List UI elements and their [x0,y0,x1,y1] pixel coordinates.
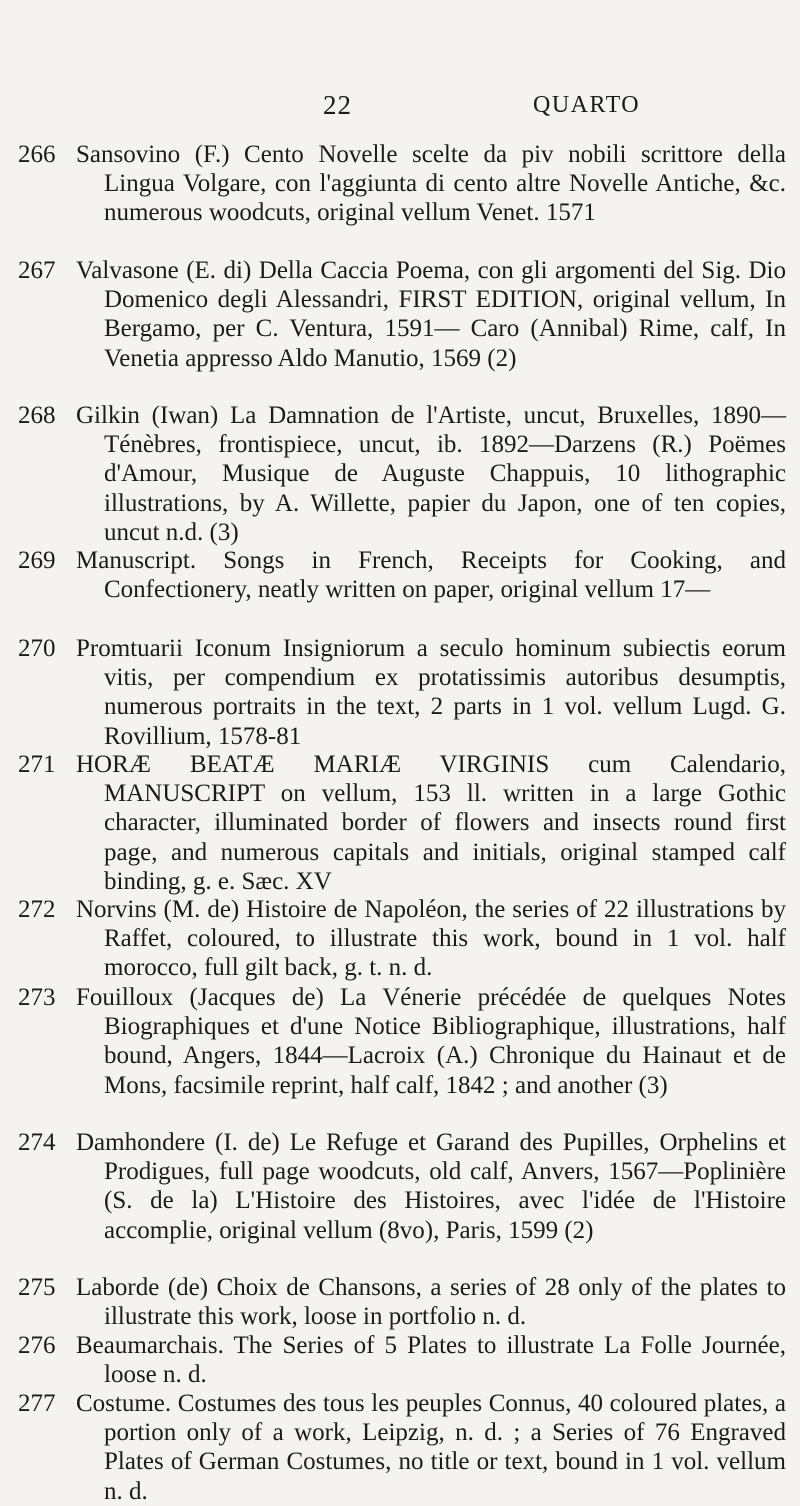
lot-number: 271 [18,751,56,778]
catalogue-entry [0,401,800,546]
entry-text: Gilkin (Iwan) La Damnation de l'Artiste, uncut, Bruxelles, 1890—Ténèbres, frontispiece, uncut, ib. 1892—Darzens (R.) Poëmes d'Amour, Musique de Auguste Chappuis, 10 lithographic illustrations, by A. Willette, papier du Japon, one of ten copies, uncut n.d. (3) [76,402,786,546]
lot-number: 269 [18,547,56,574]
entry-text: Valvasone (E. di) Della Caccia Poema, con gli argomenti del Sig. Dio Domenico degli Alessandri, FIRST EDITION, original vellum, In Bergamo, per C. Ventura, 1591— Caro (Annibal) Rime, calf, In Venetia appresso Aldo Manutio, 1569 (2) [76,257,786,372]
catalogue-entry [0,750,800,895]
entry-text: Promtuarii Iconum Insigniorum a seculo hominum subiectis eorum vitis, per compendium ex protatissimis autoribus desumptis, numerous portraits in the text, 2 parts in 1 vol. vellum Lugd. G. Rovillium, 1578-81 [76,635,786,750]
page-header [0,90,800,130]
catalogue-entry [0,895,800,983]
lot-number: 270 [18,635,56,662]
lot-number: 267 [18,257,56,284]
lot-number: 275 [18,1274,56,1301]
catalogue-entry [0,634,800,750]
entry-text: HORÆ BEATÆ MARIÆ VIRGINIS cum Calendario, MANUSCRIPT on vellum, 153 ll. written in a large Gothic character, illuminated border of flowers and insects round first page, and numerous capitals and initials, original stamped calf binding, g. e. Sæc. XV [76,751,786,895]
catalogue-entry [0,1331,800,1389]
entry-text: Beaumarchais. The Series of 5 Plates to illustrate La Folle Journée, loose n. d. [76,1332,786,1389]
entry-text: Sansovino (F.) Cento Novelle scelte da piv nobili scrittore della Lingua Volgare, con l'aggiunta di cento altre Novelle Antiche, &c. numerous woodcuts, original vellum Venet. 1571 [76,141,786,227]
entry-text: Damhondere (I. de) Le Refuge et Garand des Pupilles, Orphelins et Prodigues, full page woodcuts, old calf, Anvers, 1567—Poplinière (S. de la) L'Histoire des Histoires, avec l'idée de l'Histoire accomplie, original vellum (8vo), Paris, 1599 (2) [76,1129,786,1244]
catalogue-entry [0,140,800,256]
lot-number: 272 [18,896,56,923]
catalogue-entry [0,1389,800,1505]
catalogue-entries [0,140,800,1505]
lot-number: 268 [18,402,56,429]
lot-number: 277 [18,1390,56,1417]
page-number: 22 [323,90,352,120]
catalogue-entry [0,1273,800,1331]
catalogue-entry [0,256,800,401]
lot-number: 266 [18,141,56,168]
catalogue-entry [0,1128,800,1273]
entry-text: Laborde (de) Choix de Chansons, a series of 28 only of the plates to illustrate this work, loose in portfolio n. d. [76,1274,786,1331]
entry-text: Fouilloux (Jacques de) La Vénerie précédée de quelques Notes Biographiques et d'une Notice Bibliographique, illustrations, half bound, Angers, 1844—Lacroix (A.) Chronique du Hainaut et de Mons, facsimile reprint, half calf, 1842 ; and another (3) [76,984,786,1099]
entry-text: Costume. Costumes des tous les peuples Connus, 40 coloured plates, a portion only of a work, Leipzig, n. d. ; a Series of 76 Engraved Plates of German Costumes, no title or text, bound in 1 vol. vellum n. d. [76,1390,786,1505]
entry-text: Norvins (M. de) Histoire de Napoléon, the series of 22 illustrations by Raffet, coloured, to illustrate this work, bound in 1 vol. half morocco, full gilt back, g. t. n. d. [76,896,786,982]
entry-text: Manuscript. Songs in French, Receipts for Cooking, and Confectionery, neatly written on paper, original vellum 17— [76,547,786,604]
lot-number: 276 [18,1332,56,1359]
lot-number: 273 [18,984,56,1011]
catalogue-entry [0,983,800,1128]
catalogue-entry [0,546,800,634]
running-head: QUARTO [533,92,641,118]
lot-number: 274 [18,1129,56,1156]
